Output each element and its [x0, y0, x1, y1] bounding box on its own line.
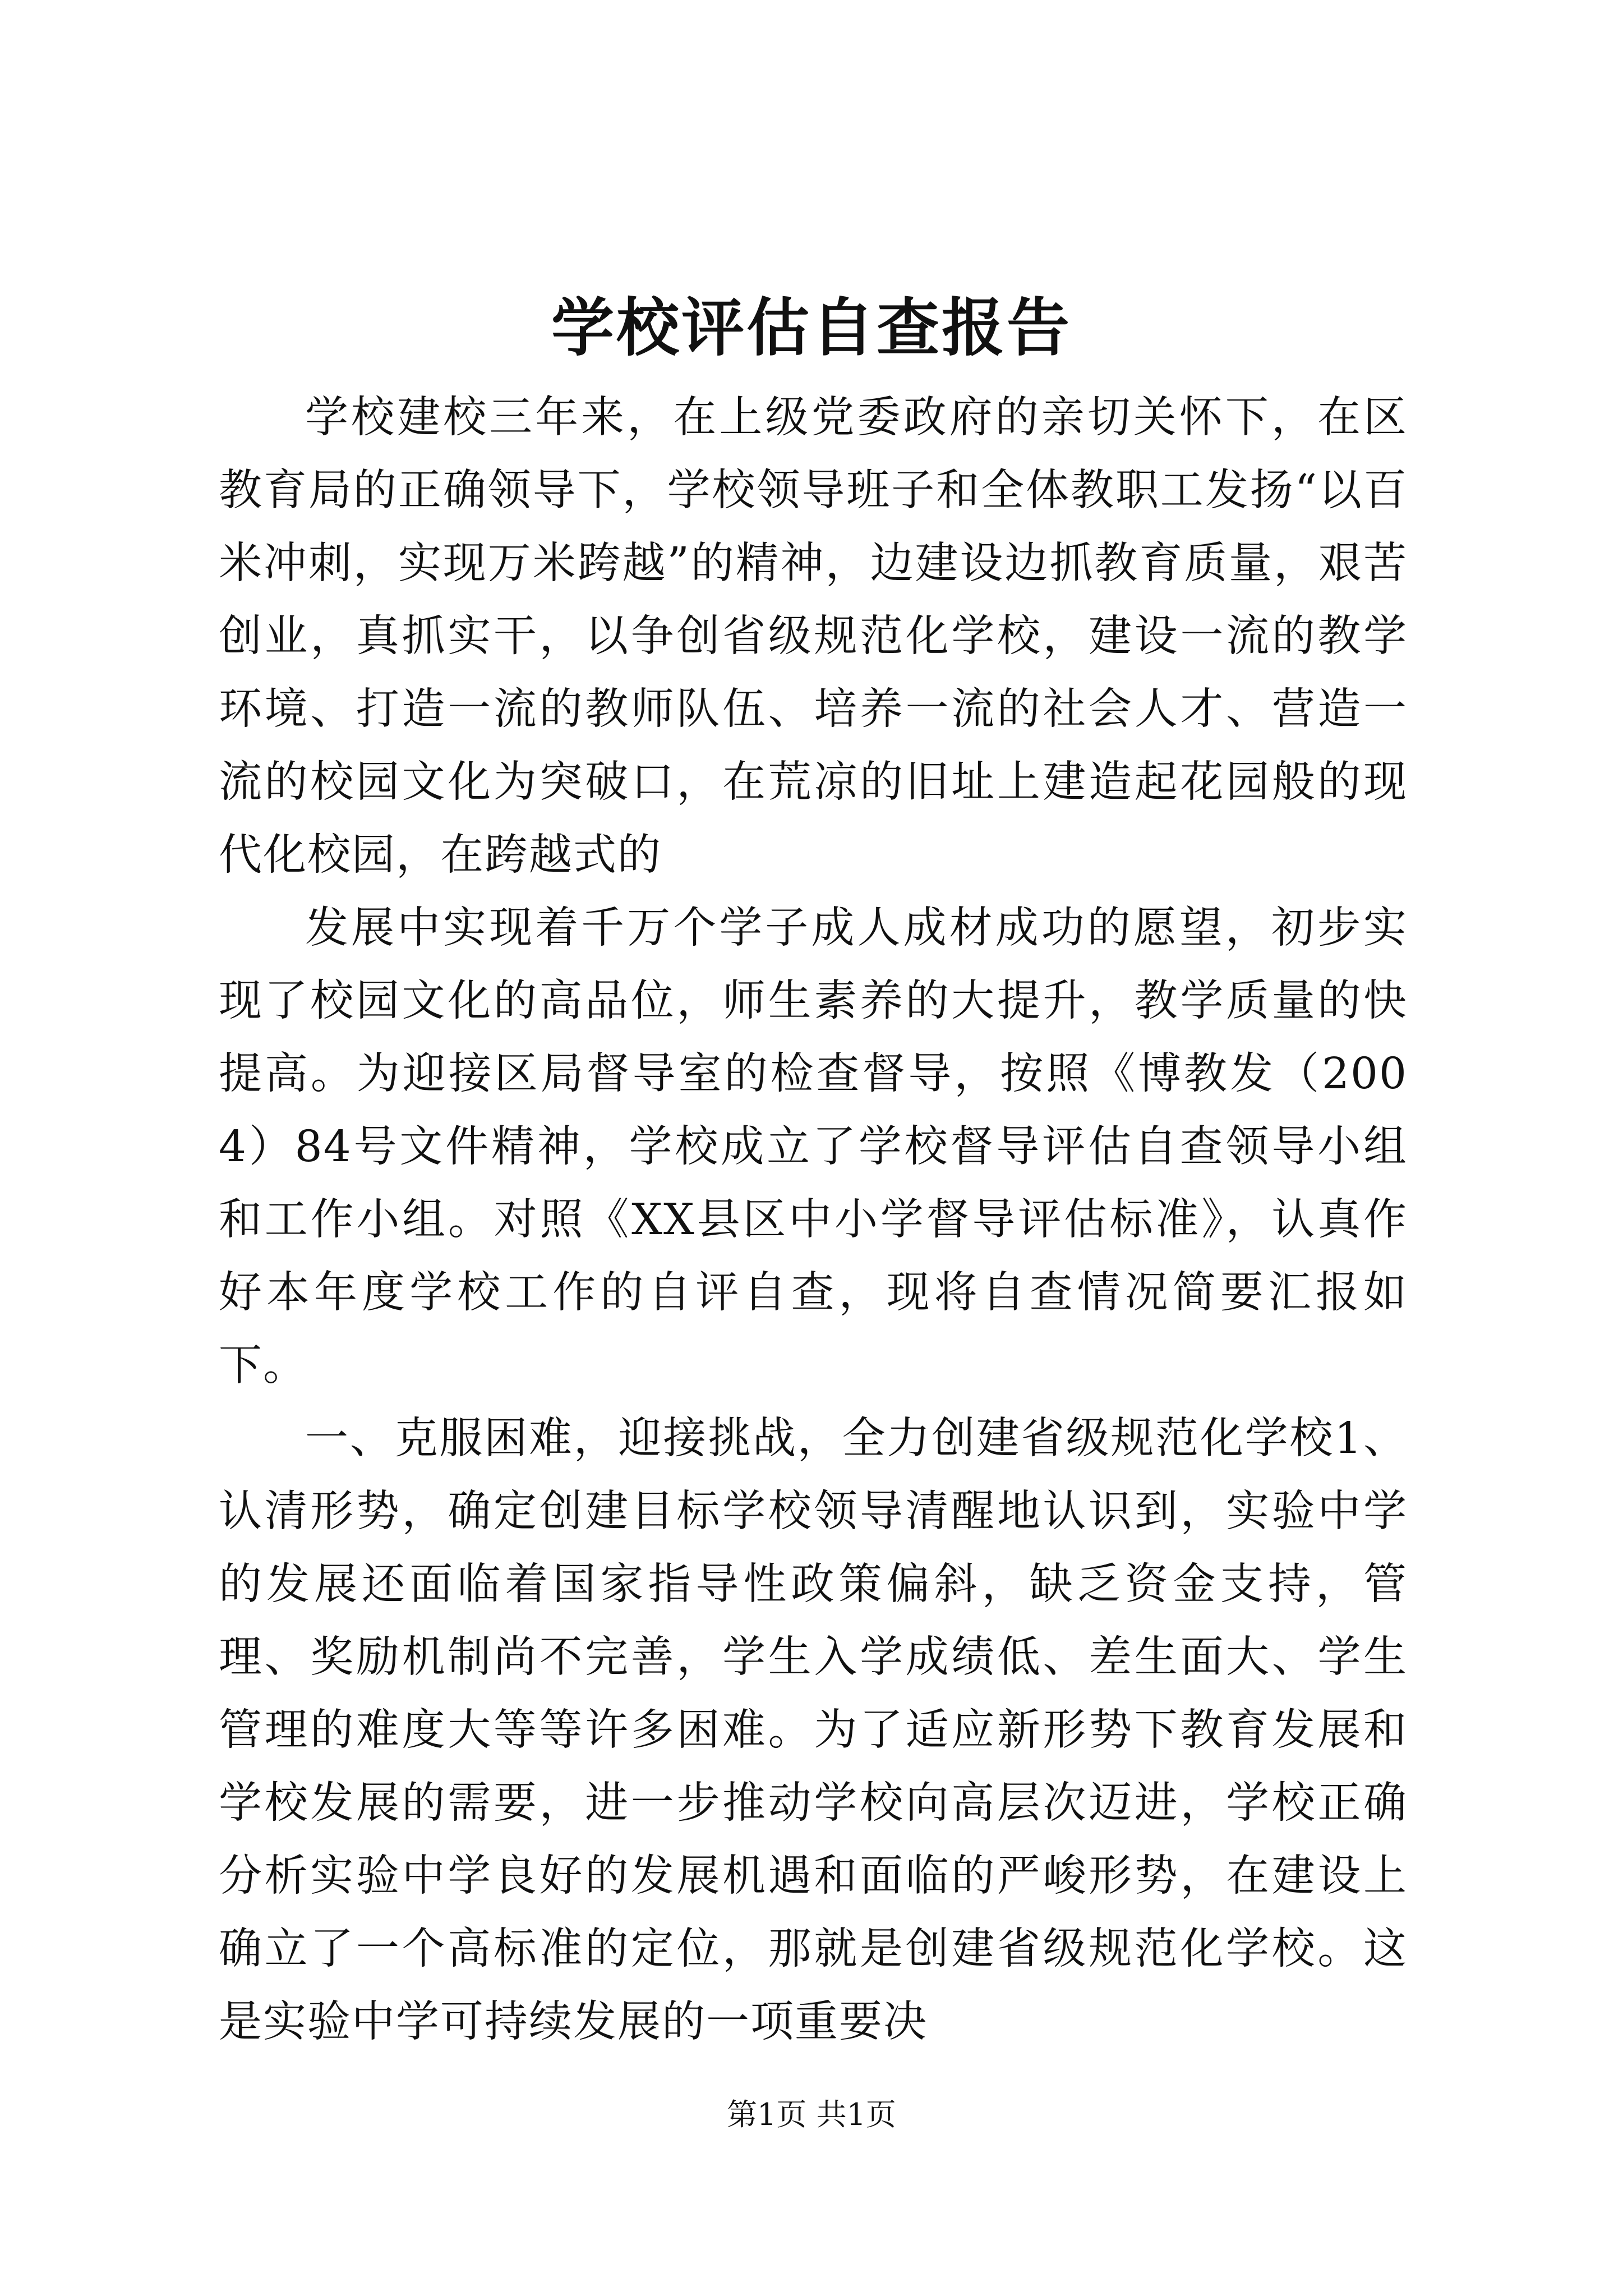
paragraph-1: 学校建校三年来，在上级党委政府的亲切关怀下，在区教育局的正确领导下，学校领导班子和全体教职工发扬“以百米冲刺，实现万米跨越”的精神，边建设边抓教育质量，艰苦创业，真抓实干，以争创省级规范化学校，建设一流的教学环境、打造一流的教师队伍、培养一流的社会人才、营造一流的校园文化为突破口，在荒凉的旧址上建造起花园般的现代化校园，在跨越式的: [219, 393, 1408, 880]
paragraph-3: 一、克服困难，迎接挑战，全力创建省级规范化学校1、认清形势，确定创建目标学校领导清醒地认识到，实验中学的发展还面临着国家指导性政策偏斜，缺乏资金支持，管理、奖励机制尚不完善，学生入学成绩低、差生面大、学生管理的难度大等等许多困难。为了适应新形势下教育发展和学校发展的需要，进一步推动学校向高层次迈进，学校正确分析实验中学良好的发展机遇和面临的严峻形势，在建设上确立了一个高标准的定位，那就是创建省级规范化学校。这是实验中学可持续发展的一项重要决: [219, 1414, 1408, 2047]
paragraph-2: 发展中实现着千万个学子成人成材成功的愿望，初步实现了校园文化的高品位，师生素养的大提升，教学质量的快提高。为迎接区局督导室的检查督导，按照《博教发（2004）84号文件精神，学校成立了学校督导评估自查领导小组和工作小组。对照《XX县区中小学督导评估标准》，认真作好本年度学校工作的自评自查，现将自查情况简要汇报如下。: [219, 903, 1408, 1391]
document-body: [219, 381, 1408, 2059]
page-number-footer: 第1页 共1页: [727, 2097, 896, 2132]
document-title: 学校评估自查报告: [551, 291, 1072, 365]
